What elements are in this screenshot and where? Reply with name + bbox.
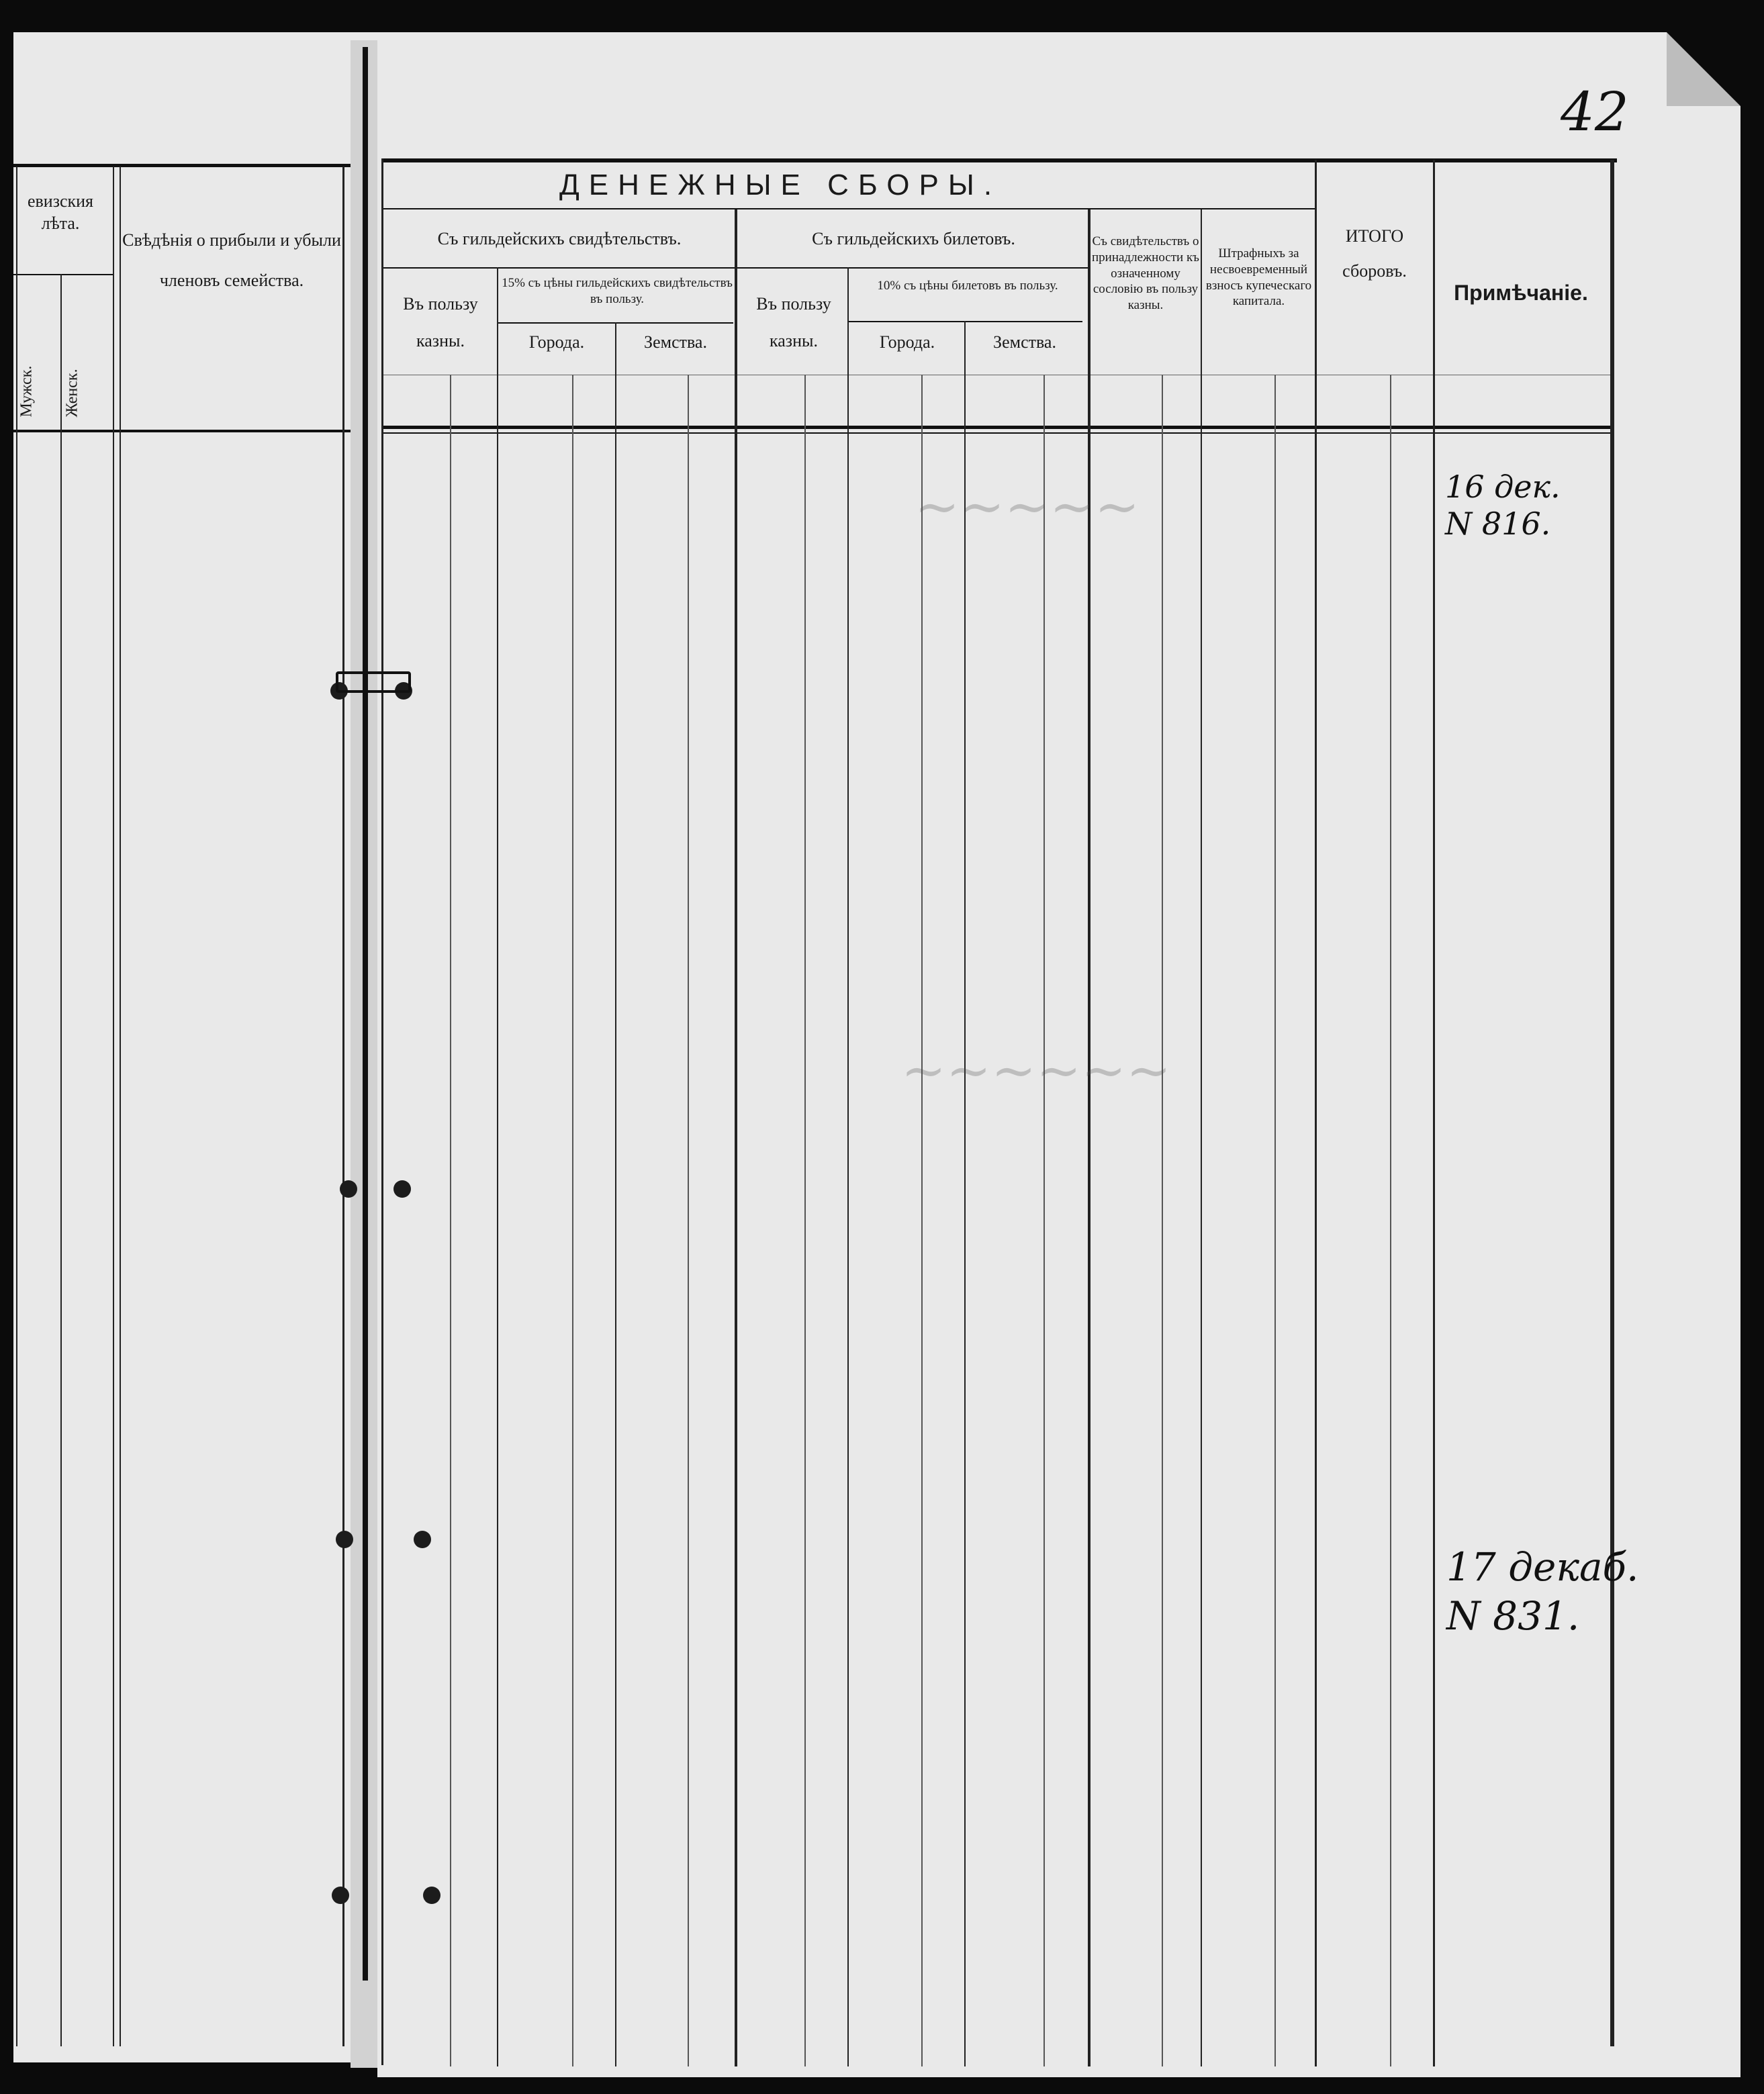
page-number: 42 (1561, 81, 1629, 143)
col-notes: Примѣчаніе. (1454, 281, 1588, 305)
binding-thread (336, 671, 411, 693)
column-rule (1315, 160, 1317, 2066)
binding-hole (336, 1531, 353, 1548)
title-rule (381, 208, 1315, 209)
subcolumn-rule (804, 375, 806, 2066)
col-treasury-1: Въ пользу казны. (403, 294, 478, 350)
col-male: Мужск. (17, 365, 36, 418)
column-rule (497, 267, 498, 2066)
note-1-number: N 816. (1445, 506, 1551, 542)
col-revision-age: евизския лѣта. (27, 191, 94, 233)
group-guild-tickets: Съ гильдейскихъ билетовъ. (812, 229, 1015, 248)
note-1-date: 16 дек. (1445, 469, 1561, 505)
col-treasury-2: Въ пользу казны. (756, 294, 831, 350)
subcolumn-rule (1043, 375, 1045, 2066)
column-rule (1201, 209, 1202, 2066)
col-zemstvo-2: Земства. (993, 332, 1056, 352)
subcolumn-rule (572, 375, 573, 2066)
table-right-rule (1610, 160, 1614, 2046)
column-rule (342, 166, 344, 2046)
binding-hole (340, 1180, 357, 1198)
subcolumn-rule (1390, 375, 1391, 2066)
folded-corner (1667, 32, 1740, 106)
col-female: Женск. (63, 369, 81, 418)
column-rule (381, 158, 383, 2065)
col-zemstvo-1: Земства. (644, 332, 707, 352)
subcolumn-rule (450, 375, 451, 2066)
binding-hole (393, 1180, 411, 1198)
column-rule (615, 322, 616, 2066)
left-page (13, 32, 381, 2062)
col-total: ИТОГО сборовъ. (1342, 226, 1407, 281)
handwritten-note-2 (1446, 1543, 1638, 1640)
note-2-number: N 831. (1446, 1592, 1580, 1639)
table-title: ДЕНЕЖНЫЕ СБОРЫ. (559, 169, 1002, 201)
column-rule (113, 166, 114, 2046)
handwritten-note-1 (1445, 469, 1561, 542)
right-page (377, 32, 1740, 2077)
col-family-changes: Свѣдѣнія о прибыли и убыли членовъ семейства. (122, 230, 341, 290)
subcolumn-rule (688, 375, 689, 2066)
header-top-rule (13, 164, 356, 167)
subcolumn-rule (921, 375, 923, 2066)
spine-shadow (363, 47, 368, 1981)
col-10-percent: 10% съ цѣны билетовъ въ пользу. (877, 279, 1058, 293)
header-bottom-rule (13, 430, 356, 432)
binding-hole (332, 1887, 349, 1904)
column-rule (16, 166, 17, 2046)
column-rule-heavy (735, 209, 737, 2066)
group-rule-2 (737, 267, 1090, 269)
col-city-2: Города. (879, 332, 935, 352)
binding-hole (414, 1531, 431, 1548)
column-rule (847, 267, 849, 2066)
column-rule (1433, 160, 1435, 2066)
header-mid-rule (13, 274, 114, 275)
table-top-rule (381, 158, 1617, 162)
column-rule (120, 166, 121, 2046)
bleed-through-text: ~~~~~~ (901, 1039, 1172, 1102)
subcolumn-rule (1162, 375, 1163, 2066)
column-rule (964, 321, 966, 2066)
col-fines: Штрафныхъ за несвоевременный взносъ купеческаго капитала. (1205, 246, 1312, 309)
col-city-1: Города. (528, 332, 585, 352)
group-guild-certificates: Съ гильдейскихъ свидѣтельствъ. (437, 229, 682, 248)
col-class-certificates: Съ свидѣтельствъ о принадлежности къ означенному сословію въ пользу казны. (1092, 234, 1199, 312)
note-2-date: 17 декаб. (1446, 1544, 1639, 1590)
header-bottom-rule (381, 426, 1610, 429)
binding-hole (423, 1887, 440, 1904)
bleed-through-text: ~~~~~ (915, 475, 1140, 538)
subcolumn-rule (1274, 375, 1276, 2066)
col-15-percent: 15% съ цѣны гильдейскихъ свидѣтельствъ въ пользу. (502, 276, 733, 306)
header-bottom-rule-2 (381, 432, 1610, 434)
group-rule-1 (381, 267, 737, 269)
column-rule (60, 274, 62, 2046)
